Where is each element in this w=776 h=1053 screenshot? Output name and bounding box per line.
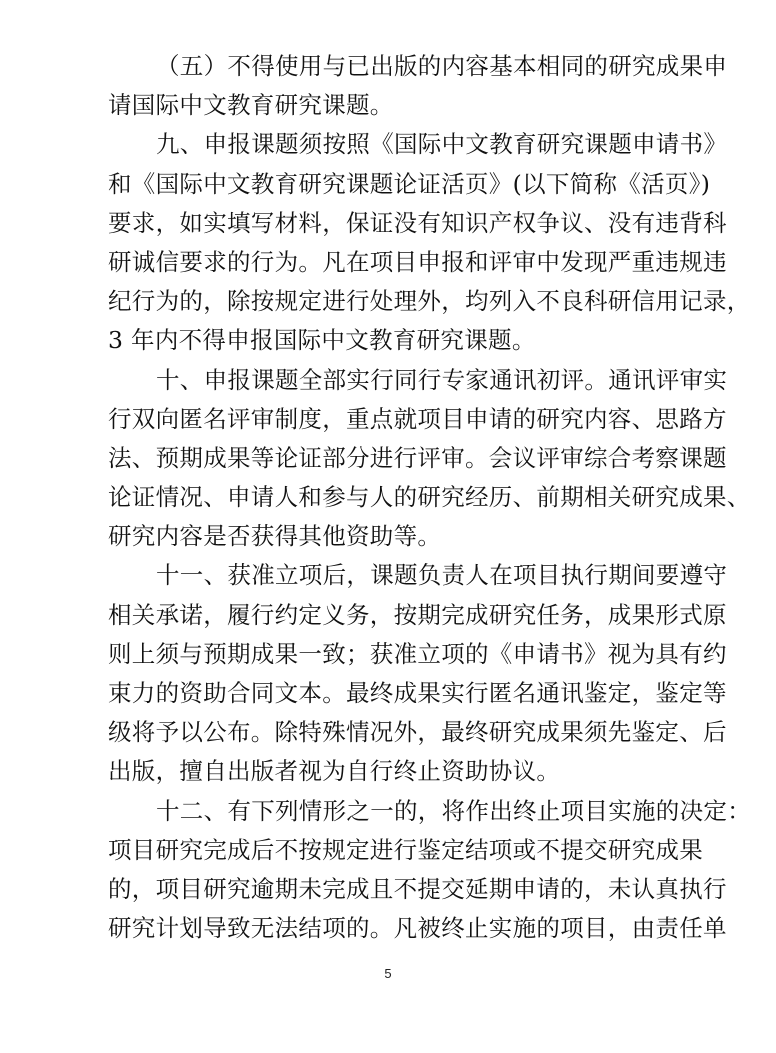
text-line: 的，项目研究逾期未完成且不提交延期申请的，未认真执行 (108, 874, 727, 903)
paragraph-item-11 (108, 556, 728, 791)
text-line: 则上须与预期成果一致；获准立项的《申请书》视为具有约 (108, 639, 727, 668)
text-line: 法、预期成果等论证部分进行评审。会议评审综合考察课题 (108, 443, 727, 472)
paragraph-item-10 (108, 361, 751, 557)
text-line: 要求，如实填写材料，保证没有知识产权争议、没有违背科 (108, 208, 727, 237)
paragraph-item-9 (108, 125, 751, 360)
text-line: 十二、有下列情形之一的，将作出终止项目实施的决定： (156, 796, 751, 825)
text-line: 九、申报课题须按照《国际中文教育研究课题申请书》 (156, 130, 728, 159)
text-line: 和《国际中文教育研究课题论证活页》(以下简称《活页》) (108, 169, 711, 198)
text-line: 研诚信要求的行为。凡在项目申报和评审中发现严重违规违 (108, 247, 727, 276)
text-line: 研究计划导致无法结项的。凡被终止实施的项目，由责任单 (108, 914, 727, 943)
text-line: 3 年内不得申报国际中文教育研究课题。 (108, 326, 536, 355)
text-line: 级将予以公布。除特殊情况外，最终研究成果须先鉴定、后 (108, 718, 727, 747)
text-line: 束力的资助合同文本。最终成果实行匿名通讯鉴定，鉴定等 (108, 679, 727, 707)
text-line: 纪行为的，除按规定进行处理外，均列入不良科研信用记录， (108, 287, 751, 316)
document-body (108, 47, 751, 948)
text-line: 论证情况、申请人和参与人的研究经历、前期相关研究成果、 (108, 483, 751, 512)
text-line: 相关承诺，履行约定义务，按期完成研究任务，成果形式原 (108, 600, 727, 629)
text-line: 行双向匿名评审制度，重点就项目申请的研究内容、思路方 (108, 404, 727, 433)
text-line: 研究内容是否获得其他资助等。 (108, 522, 442, 551)
paragraph-item-12 (108, 792, 751, 949)
text-line: 十一、获准立项后，课题负责人在项目执行期间要遵守 (156, 561, 728, 590)
text-line: 出版，擅自出版者视为自行终止资助协议。 (108, 757, 561, 786)
page-number: 5 (384, 966, 392, 981)
text-line: 请国际中文教育研究课题。 (108, 91, 394, 120)
text-line: （五）不得使用与已出版的内容基本相同的研究成果申 (156, 52, 728, 80)
paragraph-5 (108, 47, 728, 125)
text-line: 项目研究完成后不按规定进行鉴定结项或不提交研究成果 (108, 835, 703, 864)
text-line: 十、申报课题全部实行同行专家通讯初评。通讯评审实 (156, 365, 728, 394)
